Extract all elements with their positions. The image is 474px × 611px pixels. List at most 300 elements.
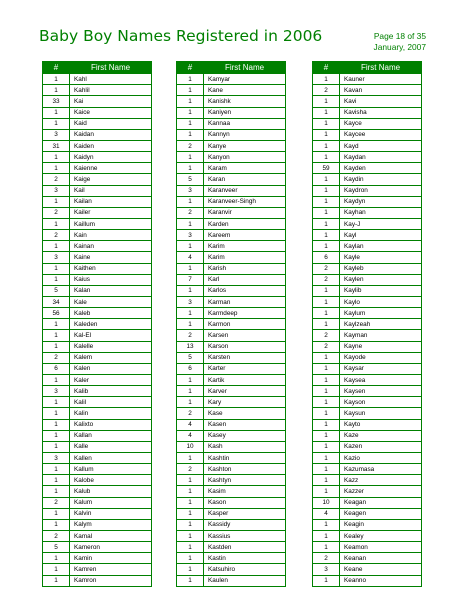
name-count: 1 bbox=[313, 363, 340, 374]
first-name: Kaice bbox=[70, 107, 152, 118]
page-info bbox=[374, 31, 426, 53]
table-row bbox=[177, 107, 286, 118]
first-name: Kavisha bbox=[340, 107, 422, 118]
name-count: 1 bbox=[177, 508, 204, 519]
table-row bbox=[313, 564, 422, 575]
name-count: 1 bbox=[313, 129, 340, 140]
first-name: Kalub bbox=[70, 486, 152, 497]
table-row bbox=[313, 575, 422, 586]
first-name: Kaylib bbox=[340, 285, 422, 296]
name-count: 1 bbox=[313, 374, 340, 385]
first-name: Kamin bbox=[70, 553, 152, 564]
name-count: 2 bbox=[43, 207, 70, 218]
first-name: Karver bbox=[204, 386, 286, 397]
first-name: Kalil bbox=[70, 397, 152, 408]
name-count: 1 bbox=[177, 263, 204, 274]
first-name: Kailan bbox=[70, 196, 152, 207]
name-count: 1 bbox=[177, 452, 204, 463]
name-count: 1 bbox=[43, 107, 70, 118]
name-count: 1 bbox=[43, 85, 70, 96]
name-count: 1 bbox=[313, 464, 340, 475]
first-name: Kazumasa bbox=[340, 464, 422, 475]
name-count: 2 bbox=[313, 341, 340, 352]
table-row bbox=[43, 486, 152, 497]
name-count: 1 bbox=[177, 285, 204, 296]
table-row bbox=[177, 129, 286, 140]
name-count: 5 bbox=[43, 285, 70, 296]
name-count: 2 bbox=[43, 352, 70, 363]
first-name: Kameron bbox=[70, 542, 152, 553]
name-count: 6 bbox=[43, 363, 70, 374]
name-count: 1 bbox=[43, 152, 70, 163]
first-name: Karsen bbox=[204, 330, 286, 341]
first-name: Kasey bbox=[204, 430, 286, 441]
name-count: 6 bbox=[177, 363, 204, 374]
name-count: 1 bbox=[43, 430, 70, 441]
first-name: Kaniyen bbox=[204, 107, 286, 118]
first-name: Kaine bbox=[70, 252, 152, 263]
first-name: Kayden bbox=[340, 163, 422, 174]
name-count: 3 bbox=[177, 230, 204, 241]
table-row bbox=[43, 263, 152, 274]
first-name: Karman bbox=[204, 297, 286, 308]
table-row bbox=[177, 341, 286, 352]
table-row bbox=[313, 319, 422, 330]
first-name: Kaylum bbox=[340, 308, 422, 319]
first-name: Kalin bbox=[70, 408, 152, 419]
table-row bbox=[177, 252, 286, 263]
name-count: 1 bbox=[43, 519, 70, 530]
name-count: 1 bbox=[313, 575, 340, 586]
first-name: Kashton bbox=[204, 464, 286, 475]
name-count: 1 bbox=[177, 118, 204, 129]
name-count: 1 bbox=[313, 207, 340, 218]
table-row bbox=[43, 308, 152, 319]
first-name: Kavan bbox=[340, 85, 422, 96]
first-name: Kannyn bbox=[204, 129, 286, 140]
count-column-header: # bbox=[43, 62, 70, 74]
first-name: Kaydan bbox=[340, 152, 422, 163]
table-row bbox=[43, 508, 152, 519]
first-name: Kaycee bbox=[340, 129, 422, 140]
name-count: 3 bbox=[43, 386, 70, 397]
first-name: Kazz bbox=[340, 475, 422, 486]
table-row bbox=[313, 241, 422, 252]
name-count: 1 bbox=[313, 152, 340, 163]
first-name: Kealey bbox=[340, 530, 422, 541]
table-row bbox=[177, 542, 286, 553]
table-row bbox=[177, 352, 286, 363]
table-row bbox=[43, 530, 152, 541]
table-row bbox=[43, 452, 152, 463]
table-row bbox=[177, 241, 286, 252]
table-row bbox=[43, 475, 152, 486]
table-row bbox=[43, 141, 152, 152]
table-row bbox=[313, 363, 422, 374]
first-name: Kaulen bbox=[204, 575, 286, 586]
name-count: 1 bbox=[43, 118, 70, 129]
table-row bbox=[43, 129, 152, 140]
first-name: Kaysun bbox=[340, 408, 422, 419]
name-count: 1 bbox=[177, 542, 204, 553]
table-row bbox=[313, 285, 422, 296]
name-count: 1 bbox=[313, 96, 340, 107]
table-row bbox=[313, 430, 422, 441]
name-count: 1 bbox=[43, 330, 70, 341]
name-column-header: First Name bbox=[340, 62, 422, 74]
first-name: Karmon bbox=[204, 319, 286, 330]
table-row bbox=[313, 452, 422, 463]
table-row bbox=[313, 207, 422, 218]
first-name: Kastden bbox=[204, 542, 286, 553]
name-count: 1 bbox=[313, 230, 340, 241]
names-table-1 bbox=[42, 61, 152, 587]
name-count: 1 bbox=[177, 497, 204, 508]
table-row bbox=[177, 308, 286, 319]
name-count: 2 bbox=[177, 464, 204, 475]
first-name: Kail bbox=[70, 185, 152, 196]
table-row bbox=[313, 530, 422, 541]
first-name: Kaige bbox=[70, 174, 152, 185]
name-count: 3 bbox=[313, 564, 340, 575]
first-name: Kalelle bbox=[70, 341, 152, 352]
name-count: 59 bbox=[313, 163, 340, 174]
table-row bbox=[177, 575, 286, 586]
name-count: 3 bbox=[177, 297, 204, 308]
table-row bbox=[43, 274, 152, 285]
name-count: 1 bbox=[43, 475, 70, 486]
first-name: Kay-J bbox=[340, 219, 422, 230]
name-count: 1 bbox=[43, 219, 70, 230]
name-count: 1 bbox=[313, 397, 340, 408]
first-name: Karan bbox=[204, 174, 286, 185]
table-row bbox=[43, 96, 152, 107]
table-row bbox=[177, 174, 286, 185]
name-count: 1 bbox=[177, 374, 204, 385]
first-name: Karl bbox=[204, 274, 286, 285]
table-row bbox=[177, 118, 286, 129]
first-name: Keanan bbox=[340, 553, 422, 564]
first-name: Kaleden bbox=[70, 319, 152, 330]
name-count: 1 bbox=[313, 285, 340, 296]
table-row bbox=[313, 196, 422, 207]
table-row bbox=[177, 274, 286, 285]
name-count: 1 bbox=[177, 519, 204, 530]
name-count: 34 bbox=[43, 297, 70, 308]
name-count: 1 bbox=[313, 530, 340, 541]
first-name: Kale bbox=[70, 297, 152, 308]
first-name: Kartik bbox=[204, 374, 286, 385]
name-count: 1 bbox=[177, 96, 204, 107]
name-count: 1 bbox=[313, 475, 340, 486]
name-count: 3 bbox=[43, 452, 70, 463]
first-name: Kalvin bbox=[70, 508, 152, 519]
name-count: 1 bbox=[177, 575, 204, 586]
name-count: 1 bbox=[43, 241, 70, 252]
table-row bbox=[313, 141, 422, 152]
page-title: Baby Boy Names Registered in 2006 bbox=[39, 27, 323, 45]
first-name: Kaius bbox=[70, 274, 152, 285]
name-count: 3 bbox=[43, 252, 70, 263]
table-row bbox=[43, 564, 152, 575]
name-count: 1 bbox=[43, 564, 70, 575]
first-name: Keagen bbox=[340, 508, 422, 519]
first-name: Kalle bbox=[70, 441, 152, 452]
first-name: Kazzer bbox=[340, 486, 422, 497]
first-name: Kaienne bbox=[70, 163, 152, 174]
page-number: Page 18 of 35 bbox=[373, 31, 426, 41]
first-name: Kaid bbox=[70, 118, 152, 129]
table-row bbox=[177, 74, 286, 85]
table-row bbox=[313, 230, 422, 241]
count-column-header: # bbox=[313, 62, 340, 74]
table-row bbox=[177, 374, 286, 385]
name-count: 1 bbox=[177, 241, 204, 252]
table-row bbox=[177, 297, 286, 308]
first-name: Kanishk bbox=[204, 96, 286, 107]
first-name: Kashtyn bbox=[204, 475, 286, 486]
table-row bbox=[177, 430, 286, 441]
name-count: 2 bbox=[177, 141, 204, 152]
first-name: Karanveer bbox=[204, 185, 286, 196]
table-row bbox=[313, 464, 422, 475]
name-count: 1 bbox=[313, 196, 340, 207]
first-name: Kahlil bbox=[70, 85, 152, 96]
name-count: 1 bbox=[177, 129, 204, 140]
name-count: 2 bbox=[43, 230, 70, 241]
name-count: 1 bbox=[313, 241, 340, 252]
name-count: 1 bbox=[177, 107, 204, 118]
first-name: Kayle bbox=[340, 252, 422, 263]
name-count: 1 bbox=[43, 74, 70, 85]
name-count: 1 bbox=[313, 486, 340, 497]
first-name: Karanveer-Singh bbox=[204, 196, 286, 207]
name-count: 1 bbox=[313, 219, 340, 230]
first-name: Kayode bbox=[340, 352, 422, 363]
first-name: Kamron bbox=[70, 575, 152, 586]
table-row bbox=[177, 519, 286, 530]
name-count: 4 bbox=[177, 252, 204, 263]
table-row bbox=[313, 475, 422, 486]
first-name: Kaydin bbox=[340, 174, 422, 185]
name-count: 1 bbox=[313, 308, 340, 319]
first-name: Kayce bbox=[340, 118, 422, 129]
table-row bbox=[43, 464, 152, 475]
table-row bbox=[177, 386, 286, 397]
first-name: Kaleb bbox=[70, 308, 152, 319]
table-row bbox=[43, 118, 152, 129]
first-name: Kaylan bbox=[340, 241, 422, 252]
name-count: 1 bbox=[177, 74, 204, 85]
first-name: Karsten bbox=[204, 352, 286, 363]
table-row bbox=[177, 475, 286, 486]
name-count: 1 bbox=[313, 386, 340, 397]
table-row bbox=[313, 419, 422, 430]
name-count: 1 bbox=[313, 408, 340, 419]
name-count: 1 bbox=[177, 196, 204, 207]
table-row bbox=[43, 107, 152, 118]
first-name: Kauner bbox=[340, 74, 422, 85]
first-name: Kasim bbox=[204, 486, 286, 497]
first-name: Kasen bbox=[204, 419, 286, 430]
first-name: Kallen bbox=[70, 452, 152, 463]
name-count: 1 bbox=[313, 118, 340, 129]
table-row bbox=[313, 174, 422, 185]
table-row bbox=[313, 408, 422, 419]
first-name: Karter bbox=[204, 363, 286, 374]
table-row bbox=[313, 397, 422, 408]
name-count: 1 bbox=[43, 274, 70, 285]
first-name: Kanye bbox=[204, 141, 286, 152]
table-row bbox=[177, 497, 286, 508]
name-count: 1 bbox=[43, 553, 70, 564]
name-count: 1 bbox=[43, 319, 70, 330]
first-name: Kai bbox=[70, 96, 152, 107]
first-name: Karam bbox=[204, 163, 286, 174]
name-count: 2 bbox=[313, 263, 340, 274]
name-count: 4 bbox=[177, 430, 204, 441]
first-name: Kaiden bbox=[70, 141, 152, 152]
first-name: Kary bbox=[204, 397, 286, 408]
table-row bbox=[43, 241, 152, 252]
name-count: 1 bbox=[313, 430, 340, 441]
table-row bbox=[177, 230, 286, 241]
table-row bbox=[43, 74, 152, 85]
table-row bbox=[313, 352, 422, 363]
table-row bbox=[43, 408, 152, 419]
first-name: Karim bbox=[204, 241, 286, 252]
first-name: Kayleb bbox=[340, 263, 422, 274]
name-count: 10 bbox=[177, 441, 204, 452]
table-row bbox=[43, 174, 152, 185]
first-name: Kason bbox=[204, 497, 286, 508]
first-name: Kayne bbox=[340, 341, 422, 352]
first-name: Kalum bbox=[70, 497, 152, 508]
table-row bbox=[177, 219, 286, 230]
table-row bbox=[177, 363, 286, 374]
name-count: 4 bbox=[177, 419, 204, 430]
table-row bbox=[177, 263, 286, 274]
table-row bbox=[177, 408, 286, 419]
first-name: Karish bbox=[204, 263, 286, 274]
name-count: 1 bbox=[177, 319, 204, 330]
name-count: 1 bbox=[313, 319, 340, 330]
name-count: 1 bbox=[313, 519, 340, 530]
table-row bbox=[177, 564, 286, 575]
first-name: Kaidan bbox=[70, 129, 152, 140]
name-count: 5 bbox=[177, 352, 204, 363]
first-name: Kallan bbox=[70, 430, 152, 441]
table-row bbox=[43, 419, 152, 430]
table-row bbox=[177, 530, 286, 541]
first-name: Kainan bbox=[70, 241, 152, 252]
name-count: 56 bbox=[43, 308, 70, 319]
table-row bbox=[43, 297, 152, 308]
first-name: Kal-El bbox=[70, 330, 152, 341]
table-row bbox=[313, 542, 422, 553]
table-row bbox=[313, 74, 422, 85]
name-count: 13 bbox=[177, 341, 204, 352]
table-row bbox=[313, 386, 422, 397]
first-name: Kaydyn bbox=[340, 196, 422, 207]
first-name: Kazen bbox=[340, 441, 422, 452]
first-name: Kalib bbox=[70, 386, 152, 397]
first-name: Kalobe bbox=[70, 475, 152, 486]
name-count: 2 bbox=[43, 530, 70, 541]
table-row bbox=[177, 285, 286, 296]
first-name: Karanvir bbox=[204, 207, 286, 218]
table-row bbox=[177, 163, 286, 174]
name-count: 1 bbox=[43, 408, 70, 419]
first-name: Kash bbox=[204, 441, 286, 452]
name-count: 1 bbox=[43, 163, 70, 174]
name-count: 1 bbox=[43, 441, 70, 452]
table-row bbox=[313, 441, 422, 452]
table-row bbox=[43, 319, 152, 330]
table-row bbox=[43, 330, 152, 341]
table-row bbox=[177, 96, 286, 107]
name-count: 1 bbox=[43, 341, 70, 352]
name-count: 1 bbox=[177, 475, 204, 486]
table-row bbox=[43, 163, 152, 174]
name-count: 3 bbox=[43, 129, 70, 140]
first-name: Kanyon bbox=[204, 152, 286, 163]
table-row bbox=[313, 185, 422, 196]
name-count: 1 bbox=[313, 452, 340, 463]
first-name: Kaysea bbox=[340, 374, 422, 385]
table-row bbox=[177, 508, 286, 519]
table-row bbox=[313, 118, 422, 129]
table-row bbox=[313, 274, 422, 285]
table-row bbox=[43, 196, 152, 207]
first-name: Kaylzeah bbox=[340, 319, 422, 330]
name-count: 1 bbox=[177, 397, 204, 408]
first-name: Keanno bbox=[340, 575, 422, 586]
table-row bbox=[313, 297, 422, 308]
table-row bbox=[43, 430, 152, 441]
table-row bbox=[177, 419, 286, 430]
name-count: 1 bbox=[313, 107, 340, 118]
name-count: 31 bbox=[43, 141, 70, 152]
name-count: 1 bbox=[313, 542, 340, 553]
first-name: Kamal bbox=[70, 530, 152, 541]
name-count: 2 bbox=[177, 408, 204, 419]
name-count: 2 bbox=[43, 497, 70, 508]
name-count: 1 bbox=[313, 141, 340, 152]
table-row bbox=[177, 319, 286, 330]
name-count: 1 bbox=[177, 564, 204, 575]
first-name: Kassius bbox=[204, 530, 286, 541]
first-name: Kahl bbox=[70, 74, 152, 85]
table-row bbox=[43, 352, 152, 363]
table-row bbox=[43, 152, 152, 163]
name-column-header: First Name bbox=[204, 62, 286, 74]
names-table-2 bbox=[176, 61, 286, 587]
name-count: 7 bbox=[177, 274, 204, 285]
table-row bbox=[313, 163, 422, 174]
table-row bbox=[313, 341, 422, 352]
table-row bbox=[177, 207, 286, 218]
first-name: Kamren bbox=[70, 564, 152, 575]
first-name: Kasper bbox=[204, 508, 286, 519]
first-name: Kassidy bbox=[204, 519, 286, 530]
table-row bbox=[43, 553, 152, 564]
name-count: 1 bbox=[313, 352, 340, 363]
name-count: 1 bbox=[177, 308, 204, 319]
first-name: Kaillum bbox=[70, 219, 152, 230]
table-row bbox=[43, 85, 152, 96]
first-name: Katsuhiro bbox=[204, 564, 286, 575]
